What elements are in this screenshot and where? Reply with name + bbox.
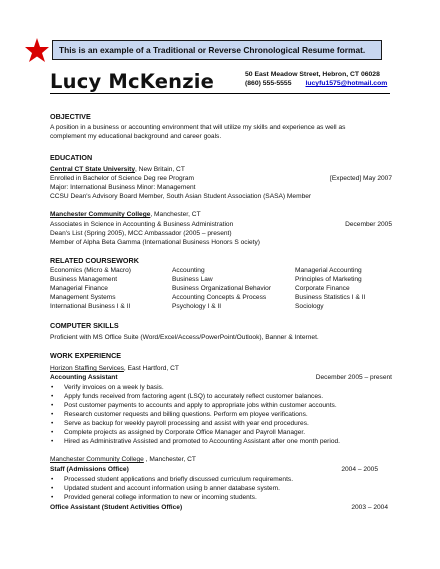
bullet-item: • Processed student applications and briefly discussed curriculum requirements. [64, 475, 293, 484]
bullet-item: • Research customer requests and billing questions. Perform em ployee verifications. [64, 410, 340, 419]
job-2-date: 2004 – 2005 [341, 466, 378, 473]
bullet-item: • Serve as backup for weekly payroll processing and assist with year end procedures. [64, 419, 340, 428]
job-1-title: Accounting Assistant [50, 374, 118, 381]
school-1-header [50, 166, 185, 175]
skills-heading: COMPUTER SKILLS [50, 321, 119, 330]
job-1-location: , East Hartford, CT [123, 365, 179, 372]
coursework-column [295, 266, 365, 311]
coursework-heading: RELATED COURSEWORK [50, 256, 139, 265]
job-1-employer-line [50, 365, 179, 374]
school-2-name: Manchester Community College [50, 211, 151, 218]
job-2-employer-line [50, 456, 196, 465]
bullet-item: • Apply funds received from factoring agent (LSQ) to accurately reflect customer balances. [64, 392, 340, 401]
job-2-bullets [64, 475, 293, 502]
format-banner: This is an example of a Traditional or Reverse Chronological Resume format. [52, 40, 382, 60]
objective-heading: OBJECTIVE [50, 112, 91, 121]
course-item: Principles of Marketing [295, 276, 362, 283]
contact-block [245, 70, 401, 88]
school-1-line: CCSU Dean's Advisory Board Member, South Asian Student Association (SASA) Member [50, 193, 312, 200]
school-2-date: December 2005 [345, 221, 392, 228]
coursework-column [50, 266, 131, 311]
bullet-item: • Verify invoices on a week ly basis. [64, 383, 340, 392]
contact-address: 50 East Meadow Street, Hebron, CT 06028 [245, 71, 380, 78]
course-item: Economics (Micro & Macro) [50, 267, 131, 274]
course-item: Psychology I & II [172, 303, 222, 310]
school-2-line: Associates in Science in Accounting & Business Administration [50, 221, 234, 228]
contact-email-link[interactable]: lucyfu1575@hotmail.com [305, 80, 388, 87]
course-item: Management Systems [50, 294, 116, 301]
bullet-item: • Post customer payments to accounts and apply to appropriate jobs within customer accounts. [64, 401, 340, 410]
education-heading: EDUCATION [50, 153, 93, 162]
course-item: International Business I & II [50, 303, 131, 310]
bullet-item: • Hired as Administrative Assisted and promoted to Accounting Assistant after one month period. [64, 437, 340, 446]
header-divider [50, 93, 390, 94]
objective-line: complement my educational background and career goals. [50, 133, 222, 140]
course-item: Corporate Finance [295, 285, 350, 292]
course-item: Business Organizational Behavior [172, 285, 271, 292]
school-2-line: Member of Alpha Beta Gamma (International Business Honors S ociety) [50, 239, 260, 246]
school-2-line: Dean's List (Spring 2005), MCC Ambassador (2005 – present) [50, 230, 232, 237]
contact-phone: (860) 555-5555 [245, 80, 292, 87]
school-1-location: , New Britain, CT [135, 166, 185, 173]
school-1-name: Central CT State University [50, 166, 136, 173]
course-item: Sociology [295, 303, 324, 310]
bullet-item: • Complete projects as assigned by Corporate Office Manager and Payroll Manager. [64, 428, 340, 437]
school-2-header [50, 211, 201, 220]
job-2-employer: Manchester Community College [50, 456, 144, 463]
course-item: Accounting [172, 267, 205, 274]
job-2-location: , Manchester, CT [143, 456, 196, 463]
skills-line: Proficient with MS Office Suite (Word/Excel/Access/PowerPoint/Outlook), Banner & Internet. [50, 334, 319, 341]
star-icon [24, 37, 50, 63]
school-1-date: [Expected] May 2007 [330, 175, 392, 182]
course-item: Accounting Concepts & Process [172, 294, 267, 301]
job-3-title: Office Assistant (Student Activities Office) [50, 504, 183, 511]
job-1-employer: Horizon Staffing Services [50, 365, 124, 372]
job-1-date: December 2005 – present [315, 374, 392, 381]
school-1-line: Enrolled in Bachelor of Science Deg ree Program [50, 175, 195, 182]
coursework-column [172, 266, 271, 311]
course-item: Business Statistics I & II [295, 294, 366, 301]
work-heading: WORK EXPERIENCE [50, 351, 122, 360]
school-1-line: Major: International Business Minor: Management [50, 184, 196, 191]
job-1-bullets [64, 383, 340, 446]
course-item: Business Management [50, 276, 118, 283]
bullet-item: • Updated student and account information using b anner database system. [64, 484, 293, 493]
course-item: Business Law [172, 276, 213, 283]
course-item: Managerial Finance [50, 285, 108, 292]
course-item: Managerial Accounting [295, 267, 362, 274]
bullet-item: • Provided general college information to new or incoming students. [64, 493, 293, 502]
school-2-location: , Manchester, CT [150, 211, 201, 218]
objective-line: A position in a business or accounting environment that will utilize my skills and experience as well as [50, 124, 346, 131]
job-2-title: Staff (Admissions Office) [50, 466, 129, 473]
job-3-date: 2003 – 2004 [351, 504, 388, 511]
resume-name: Lucy McKenzie [50, 70, 215, 93]
